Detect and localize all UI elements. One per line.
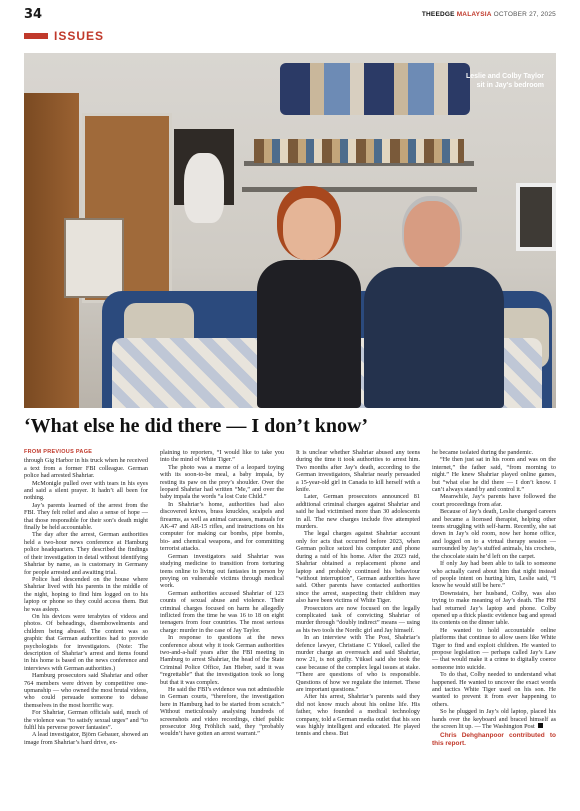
paragraph: After his arrest, Shahriar’s parents said they did not know much about his online life. His father, who founded a medical technology company, told a German media outlet that his son was highly intelligent and educated. He played tennis and chess. But xyxy=(296,693,420,738)
photo-man-head xyxy=(404,201,460,269)
paragraph: Hamburg prosecutors said Shahriar and other 764 members were driven by competitive one-upmanship — who owned the most brutal videos, who could persuade someone to debase themselves in the most horrific way. xyxy=(24,672,148,709)
headline: ‘What else he did there — I don’t know’ xyxy=(24,415,369,437)
paragraph: The day after the arrest, German authorities held a two-hour news conference at Hamburg police headquarters. They described the findings of their investigation in detail without identifying Shahriar by name, as is customary in Germany for people arrested and awaiting trial. xyxy=(24,531,148,576)
photo-woman-head xyxy=(283,198,335,260)
article-column-4 xyxy=(432,449,556,799)
section-heading xyxy=(24,26,104,46)
photo-caption xyxy=(466,72,544,90)
masthead-date: OCTOBER 27, 2025 xyxy=(493,10,556,18)
paragraph: German investigators said Shahriar was studying medicine to transition from torturing teens online to living out fantasies in person by preying on vulnerable victims through medical work. xyxy=(160,552,284,590)
paragraph: Downstairs, her husband, Colby, was also trying to make meaning of Jay’s death. The FBI had returned Jay’s laptop and phone. Colby opened up a thick plastic evidence bag and spread its contents on the dinner table. xyxy=(432,589,556,627)
paragraph: plaining to reporters, “I would like to take you into the mind of White Tiger.” xyxy=(160,449,284,464)
article-column-2 xyxy=(160,449,284,799)
article-photo xyxy=(24,53,556,408)
paragraph: Jay’s parents learned of the arrest from the FBI. They felt relief and also a sense of hope — that those responsible for their son’s death might finally be held accountable. xyxy=(24,501,148,532)
paragraph: Because of Jay’s death, Leslie changed careers and became a licensed therapist, helping other teens struggling with self-harm. Recently, she sat down in Jay’s old room, now her home office, and logged on to a virtual therapy session — surrounded by Jay’s stuffed animals, his crochets, the chocolate stain he’d left on the carpet. xyxy=(432,508,556,560)
from-previous-label: FROM PREVIOUS PAGE xyxy=(24,449,93,455)
paragraph: To do that, Colby needed to understand what happened. He wanted to uncover the exact words and tactics White Tiger used on his son. He wanted to prevent it from ever happening to others. xyxy=(432,671,556,708)
paragraph: Later, German prosecutors announced 81 additional criminal charges against Shahriar and said he had victimised more than 30 adolescents in all. The new charges include five attempted murders. xyxy=(296,493,420,531)
paragraph: If only Jay had been able to talk to someone who actually cared about him that night instead of people intent on hurting him, Leslie said, “I know he would still be here.” xyxy=(432,560,556,590)
end-mark-icon xyxy=(538,723,543,728)
paragraph: In Shahriar’s home, authorities had also discovered knives, brass knuckles, scalpels and firearms, as well as animal carcasses, manuals for AK-47 and AR-15 rifles, and instructions on his computer for making car bombs, pipe bombs, bio- and chemical weapons, and for committing terrorist attacks. xyxy=(160,500,284,553)
paragraph-last-text: So he plugged in Jay’s old laptop, placed his hands over the keyboard and braced himself as the screen lit up. — The Washington Post xyxy=(432,708,556,731)
photo-man xyxy=(359,201,509,408)
page-number: 34 xyxy=(24,6,43,22)
photo-caption-line1: Leslie and Colby Taylor xyxy=(465,73,544,80)
photo-man-body xyxy=(364,267,504,408)
paragraph: Police had descended on the house where Shahriar lived with his parents in the middle of the night, hoping to find him logged on to his laptop or phone so they could access them. But he was asleep. xyxy=(24,575,148,613)
photo-shelf-items xyxy=(254,139,464,163)
photo-woman-body xyxy=(257,260,361,408)
photo-shelf-bottom xyxy=(242,187,477,192)
paragraph: McMonigle pulled over with tears in his eyes and said a silent prayer. It hadn’t all been for nothing. xyxy=(24,479,148,502)
paragraph: He said the FBI’s evidence was not admissible in German courts, “therefore, the investigation here in Hamburg had to be started from scratch.” Without meticulously analysing hundreds of screenshots and video recordings, chief public prosecutor Jörg Fröhlich said, they “probably wouldn’t have gotten an arrest warrant.” xyxy=(160,686,284,738)
paragraph: he became isolated during the pandemic. xyxy=(432,449,534,456)
paragraph: Prosecutors are now focused on the legally complicated task of convicting Shahriar of murder through “doubly indirect” means — using as his two tools the Nordic girl and Jay himself. xyxy=(296,604,420,634)
contributor-credit: Chris Dehghanpoor contributed to this report. xyxy=(432,732,556,748)
masthead-country: MALAYSIA xyxy=(456,10,492,18)
paragraph: For Shahriar, German officials said, much of the violence was “to satisfy sexual urges” and “to fulfil his perverse power fantasies”. xyxy=(24,709,148,732)
masthead xyxy=(422,11,556,18)
paragraph: It is unclear whether Shahriar abused any teens during the time it took authorities to arrest him. Two months after Jay’s death, according to the German investigators, Shahriar nearly persuaded a 15-year-old girl in Canada to kill herself with a knife. xyxy=(296,449,420,494)
photo-shelf-pots xyxy=(280,63,470,115)
paragraph: In an interview with The Post, Shahriar’s defence lawyer, Christiane C Yüksel, called the murder charge an overreach and said Shahriar, now 21, is not guilty. Yüksel said she took the case because of the complex legal issues at stake. “There are questions of who is responsible. Questions of how we regulate the internet. These are important questions.” xyxy=(296,634,420,693)
article-column-3 xyxy=(296,449,420,799)
section-marker xyxy=(24,33,48,39)
page-header xyxy=(24,6,556,22)
paragraph: The photo was a meme of a leopard toying with its soon-to-be meal, a baby impala, by resting its paw on the prey’s shoulder. Over the leopard Shahriar had written “Me,” and over the baby impala the words “a lost Cute Child.” xyxy=(160,463,284,501)
paragraph: through Gig Harbor in his truck when he received a text from a former FBI colleague. German police had arrested Shahriar. xyxy=(24,457,148,480)
photo-wall-frame xyxy=(64,218,124,298)
paragraph: He wanted to hold accountable online platforms that continue to allow users like White Tiger to find and exploit children. He wanted to propose legislation — perhaps called Jay’s Law — that would make it a crime to digitally coerce someone into suicide. xyxy=(432,626,556,671)
section-label: ISSUES xyxy=(54,29,105,43)
photo-caption-line2: sit in Jay's bedroom xyxy=(476,82,544,89)
masthead-brand: THEEDGE xyxy=(421,10,455,18)
paragraph-last xyxy=(432,708,556,730)
photo-bird-figurine xyxy=(184,153,224,223)
photo-woman xyxy=(249,198,369,408)
paragraph: On his devices were terabytes of videos and photos. Of beheadings, disembowelments and children being abused. The content was so graphic that German authorities had to provide psychologists for investigators. (Note: The description of Shahriar’s arrest and items found in his home is based on the news conference and interviews with German authorities.) xyxy=(24,612,148,672)
paragraph: Meanwhile, Jay’s parents have followed the court proceedings from afar. xyxy=(432,493,556,508)
article-column-1 xyxy=(24,449,148,799)
paragraph: The legal charges against Shahriar account only for acts that occurred before 2023, when German police seized his computer and phone during a raid of his home. After the 2023 raid, Shahriar obtained a replacement phone and laptop and probably continued his behaviour “without interruption”, German authorities have said. Other parents have contacted authorities since the arrest, suspecting their children may also have been victims of White Tiger. xyxy=(296,530,420,605)
paragraph: In response to questions at the news conference about why it took German authorities two-and-a-half years after the FBI meeting in Hamburg to arrest Shahriar, the head of the State Criminal Police Office, Jan Hieber, said it was “regrettable” that the investigation took so long but that it was complex. xyxy=(160,634,284,686)
paragraph: “He then just sat in his room and was on the internet,” the father said, “from morning to night.” He knew Shahriar played online games, but “what else he did there — I don’t know. I can’t always stand by and control it.” xyxy=(432,456,556,494)
paragraph: A lead investigator, Björn Gebauer, showed an image from Shahriar’s hard drive, ex- xyxy=(24,731,148,746)
photo-right-frame xyxy=(516,183,556,251)
article-body xyxy=(24,449,556,799)
paragraph: German authorities accused Shahriar of 123 counts of sexual abuse and violence. Their criminal charges focused on harm he allegedly inflicted from the time he was 16 to 18 on eight teenagers from four countries. The most serious charge: murder in the case of Jay Taylor. xyxy=(160,589,284,634)
